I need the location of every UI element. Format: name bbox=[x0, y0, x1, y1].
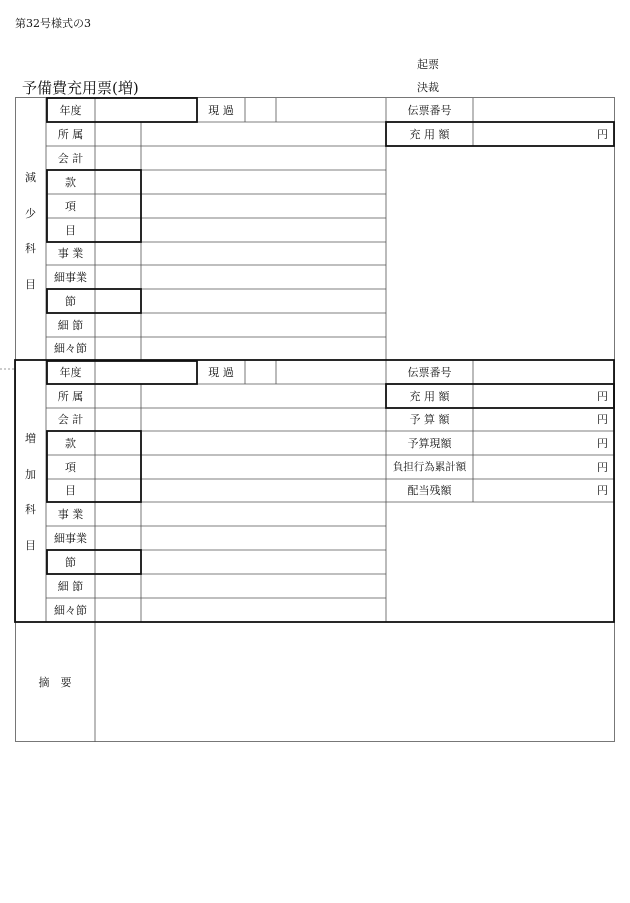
decrease-genka-label: 現 過 bbox=[208, 103, 234, 117]
decrease-denpyo-label: 伝票番号 bbox=[407, 103, 452, 117]
yen-unit: 円 bbox=[597, 413, 608, 426]
decrease-row-jigyo: 事 業 bbox=[57, 247, 84, 260]
decrease-row-setsu: 節 bbox=[65, 294, 76, 308]
increase-side-char-1: 増 bbox=[25, 431, 36, 445]
kihyo-label: 起票 bbox=[417, 58, 439, 71]
yen-unit: 円 bbox=[597, 436, 608, 450]
increase-row-setsu: 節 bbox=[65, 555, 76, 569]
decrease-genka-input[interactable] bbox=[246, 99, 275, 121]
decrease-nendo-input[interactable] bbox=[96, 99, 196, 121]
increase-row-saisaisetsu: 細々節 bbox=[54, 603, 87, 617]
increase-futan-amount-field[interactable] bbox=[473, 455, 614, 479]
yen-unit: 円 bbox=[597, 127, 608, 141]
increase-haitozan-amount-field[interactable] bbox=[473, 479, 614, 502]
summary-textarea[interactable] bbox=[96, 623, 614, 741]
increase-row-jigyo: 事 業 bbox=[57, 507, 84, 521]
page-title: 予備費充用票(増) bbox=[22, 79, 139, 97]
decrease-juyo-amount-field[interactable] bbox=[473, 122, 614, 146]
decrease-side-char-2: 少 bbox=[25, 206, 36, 220]
decrease-row-saijigyo: 細事業 bbox=[54, 270, 87, 284]
decrease-side-char-4: 目 bbox=[25, 277, 36, 291]
yen-unit: 円 bbox=[597, 484, 608, 497]
increase-row-kou: 項 bbox=[65, 460, 76, 474]
increase-row-saisetsu: 細 節 bbox=[57, 579, 84, 593]
decrease-side-char-3: 科 bbox=[25, 241, 36, 255]
increase-yosan-label: 予 算 額 bbox=[409, 413, 450, 426]
decrease-nendo-label: 年度 bbox=[59, 103, 82, 117]
increase-yosangengaku-label: 予算現額 bbox=[407, 436, 452, 450]
kessai-label: 決裁 bbox=[417, 81, 439, 94]
increase-genka-input[interactable] bbox=[246, 362, 275, 383]
decrease-row-moku: 目 bbox=[65, 223, 76, 237]
decrease-row-kan: 款 bbox=[65, 175, 76, 189]
decrease-denpyo-input[interactable] bbox=[474, 99, 613, 121]
form-number: 第32号様式の3 bbox=[15, 17, 91, 30]
yen-unit: 円 bbox=[597, 389, 608, 403]
increase-denpyo-label: 伝票番号 bbox=[407, 365, 452, 379]
increase-yosan-amount-field[interactable] bbox=[473, 408, 614, 431]
increase-side-char-4: 目 bbox=[25, 538, 36, 552]
increase-juyo-amount-field[interactable] bbox=[473, 384, 614, 408]
increase-row-shozoku: 所 属 bbox=[57, 389, 84, 403]
decrease-row-saisetsu: 細 節 bbox=[57, 318, 84, 332]
increase-haitozan-label: 配当残額 bbox=[407, 484, 452, 497]
increase-futan-label: 負担行為累計額 bbox=[392, 460, 467, 473]
increase-row-kan: 款 bbox=[65, 436, 76, 450]
decrease-row-kou: 項 bbox=[65, 199, 76, 213]
increase-row-moku: 目 bbox=[65, 484, 76, 497]
increase-side-char-3: 科 bbox=[25, 502, 36, 516]
increase-yosangengaku-amount-field[interactable] bbox=[473, 431, 614, 455]
yen-unit: 円 bbox=[597, 460, 608, 474]
increase-genka-label: 現 過 bbox=[208, 365, 234, 379]
increase-nendo-input[interactable] bbox=[96, 362, 196, 383]
increase-juyo-label: 充 用 額 bbox=[409, 389, 450, 403]
decrease-row-kaikei: 会 計 bbox=[57, 151, 84, 165]
increase-denpyo-input[interactable] bbox=[474, 362, 613, 383]
decrease-row-shozoku: 所 属 bbox=[57, 127, 84, 141]
increase-side-char-2: 加 bbox=[25, 467, 36, 481]
increase-row-kaikei: 会 計 bbox=[57, 413, 84, 426]
decrease-juyo-label: 充 用 額 bbox=[409, 127, 450, 141]
decrease-side-char-1: 減 bbox=[25, 170, 36, 184]
increase-nendo-label: 年度 bbox=[59, 365, 82, 379]
increase-row-saijigyo: 細事業 bbox=[54, 531, 87, 545]
decrease-row-saisaisetsu: 細々節 bbox=[54, 342, 87, 355]
summary-label: 摘 要 bbox=[38, 675, 72, 689]
